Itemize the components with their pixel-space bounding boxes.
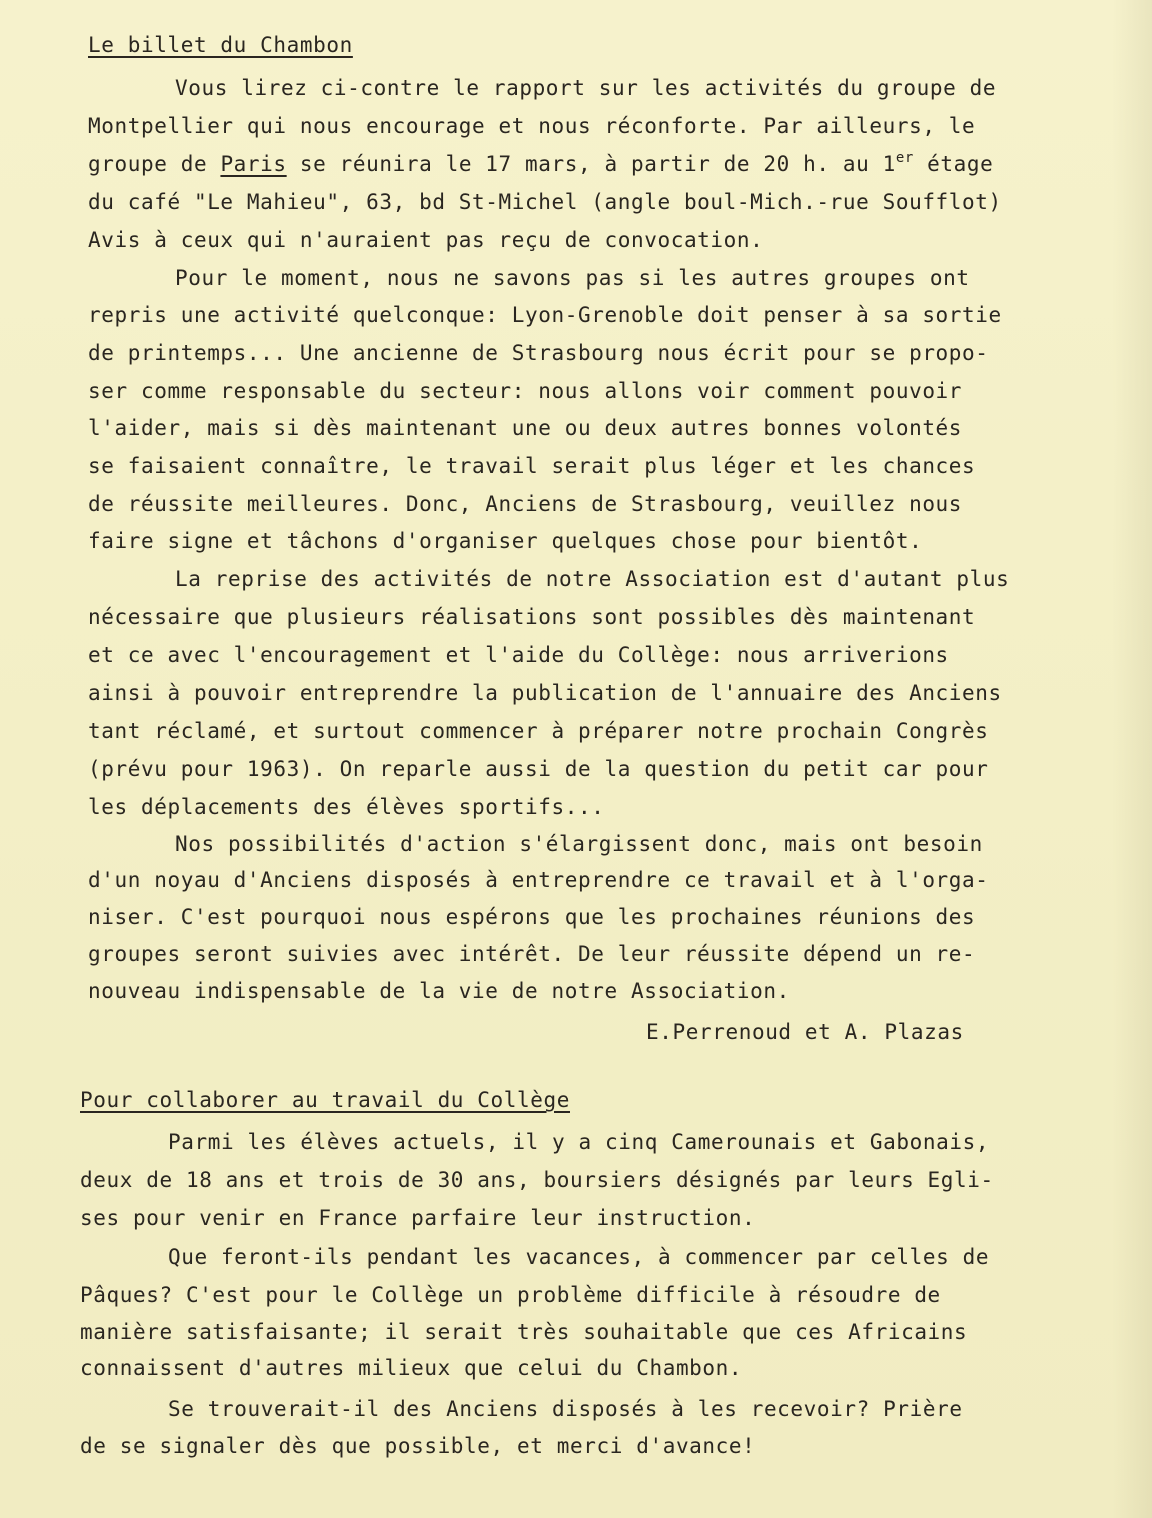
paragraph-line: de se signaler dès que possible, et merci d'avance! xyxy=(80,1434,756,1458)
underlined-paris: Paris xyxy=(220,152,287,176)
paragraph-line: manière satisfaisante; il serait très souhaitable que ces Africains xyxy=(80,1320,968,1344)
paragraph-line: repris une activité quelconque: Lyon-Grenoble doit penser à sa sortie xyxy=(88,303,1002,327)
paragraph-line: Pâques? C'est pour le Collège un problème difficile à résoudre de xyxy=(80,1283,941,1307)
paragraph-line: (prévu pour 1963). On reparle aussi de la question du petit car pour xyxy=(88,757,989,781)
paragraph-line: Pour le moment, nous ne savons pas si les autres groupes ont xyxy=(175,266,970,290)
text-span: étage xyxy=(913,152,994,176)
paragraph-line: faire signe et tâchons d'organiser quelques chose pour bientôt. xyxy=(88,529,923,553)
paragraph-line: groupes seront suivies avec intérêt. De leur réussite dépend un re- xyxy=(88,942,976,966)
paragraph-line: ser comme responsable du secteur: nous allons voir comment pouvoir xyxy=(88,379,963,403)
paragraph-line: l'aider, mais si dès maintenant une ou deux autres bonnes volontés xyxy=(88,416,963,440)
paragraph-line: deux de 18 ans et trois de 30 ans, boursiers désignés par leurs Egli- xyxy=(80,1168,994,1192)
text-span: groupe de xyxy=(88,152,221,176)
section-title-collaborer: Pour collaborer au travail du Collège xyxy=(80,1088,570,1112)
section-title-billet: Le billet du Chambon xyxy=(88,33,353,57)
paragraph-line: Montpellier qui nous encourage et nous réconforte. Par ailleurs, le xyxy=(88,114,976,138)
paragraph-line: et ce avec l'encouragement et l'aide du Collège: nous arriverions xyxy=(88,643,949,667)
superscript-er: er xyxy=(895,150,914,166)
paragraph-line: Nos possibilités d'action s'élargissent donc, mais ont besoin xyxy=(175,832,983,856)
paragraph-line: Que feront-ils pendant les vacances, à commencer par celles de xyxy=(168,1245,990,1269)
paragraph-line: nécessaire que plusieurs réalisations sont possibles dès maintenant xyxy=(88,605,976,629)
paragraph-line-paris xyxy=(88,152,993,176)
paragraph-line: Avis à ceux qui n'auraient pas reçu de convocation. xyxy=(88,228,764,252)
paragraph-line: de printemps... Une ancienne de Strasbourg nous écrit pour se propo- xyxy=(88,341,989,365)
paragraph-line: les déplacements des élèves sportifs... xyxy=(88,795,605,819)
paragraph-line: nouveau indispensable de la vie de notre Association. xyxy=(88,979,790,1003)
signature: E.Perrenoud et A. Plazas xyxy=(646,1020,964,1044)
paragraph-line: ainsi à pouvoir entreprendre la publication de l'annuaire des Anciens xyxy=(88,681,1002,705)
paragraph-line: Vous lirez ci-contre le rapport sur les activités du groupe de xyxy=(175,76,997,100)
page-edge-shadow xyxy=(1112,0,1152,1518)
paragraph-line: connaissent d'autres milieux que celui du Chambon. xyxy=(80,1356,743,1380)
paragraph-line: niser. C'est pourquoi nous espérons que les prochaines réunions des xyxy=(88,905,976,929)
paragraph-line: La reprise des activités de notre Association est d'autant plus xyxy=(175,567,1010,591)
paragraph-line: Parmi les élèves actuels, il y a cinq Camerounais et Gabonais, xyxy=(168,1130,990,1154)
paragraph-line: de réussite meilleures. Donc, Anciens de Strasbourg, veuillez nous xyxy=(88,492,963,516)
text-span: se réunira le 17 mars, à partir de 20 h. au 1 xyxy=(286,152,896,176)
paragraph-line: d'un noyau d'Anciens disposés à entreprendre ce travail et à l'orga- xyxy=(88,868,989,892)
paragraph-line: ses pour venir en France parfaire leur instruction. xyxy=(80,1206,756,1230)
paragraph-line: Se trouverait-il des Anciens disposés à les recevoir? Prière xyxy=(168,1397,963,1421)
paragraph-line: tant réclamé, et surtout commencer à préparer notre prochain Congrès xyxy=(88,719,989,743)
paragraph-line: du café "Le Mahieu", 63, bd St-Michel (angle boul-Mich.-rue Soufflot) xyxy=(88,190,1002,214)
paragraph-line: se faisaient connaître, le travail serait plus léger et les chances xyxy=(88,454,976,478)
